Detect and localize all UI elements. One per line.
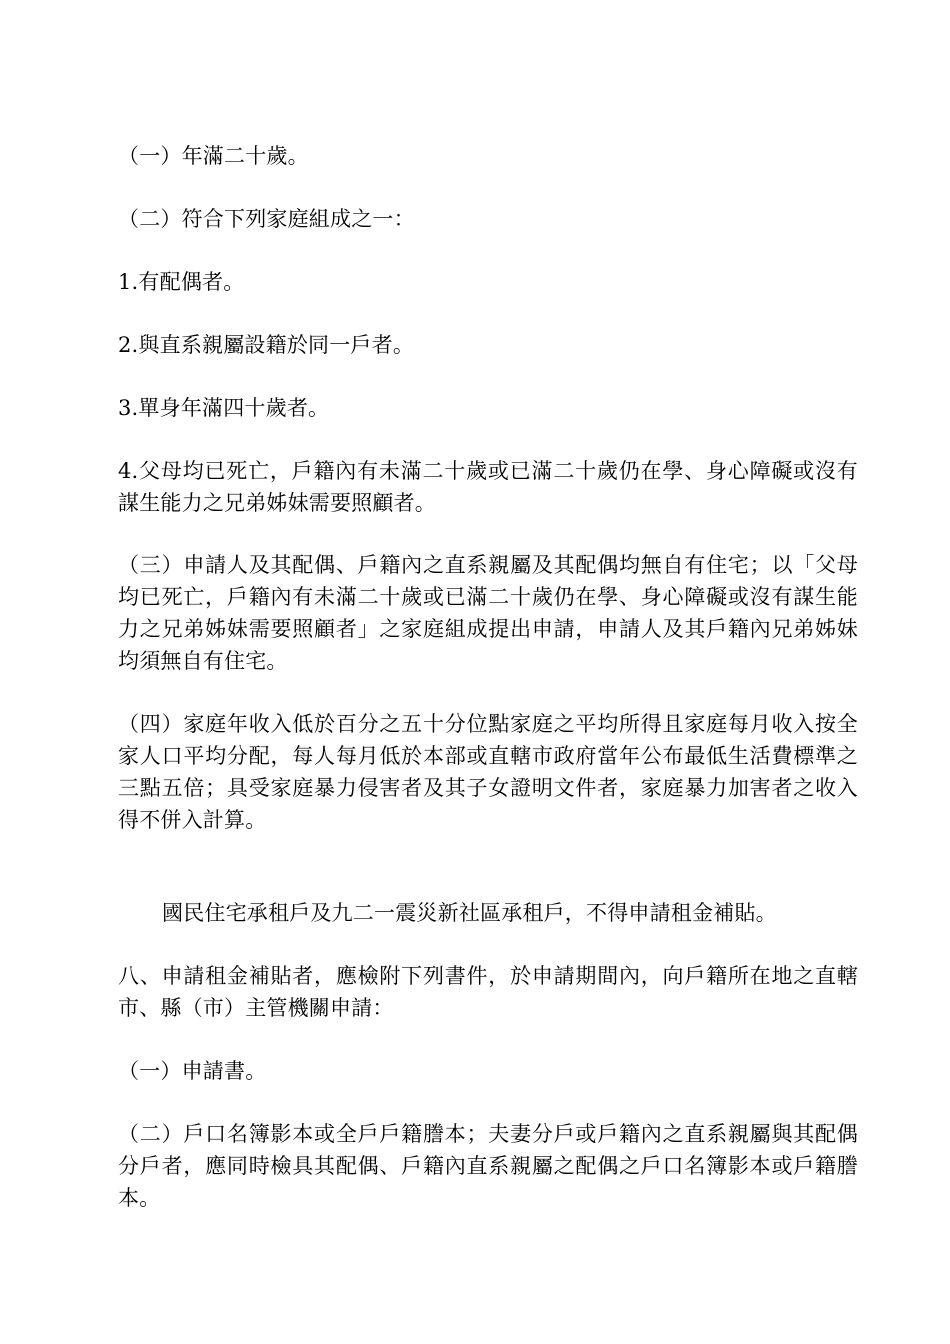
- paragraph-exclusion-note: 國民住宅承租戶及九二一震災新社區承租戶，不得申請租金補貼。: [162, 901, 777, 925]
- paragraph-item-2: （二）符合下列家庭組成之一：: [118, 207, 415, 231]
- paragraph-sub-4: 4.父母均已死亡，戶籍內有未滿二十歲或已滿二十歲仍在學、身心障礙或沒有謀生能力之兄弟姊妹需要照顧者。: [118, 459, 858, 515]
- paragraph-section-8-item-2: （二）戶口名簿影本或全戶戶籍謄本；夫妻分戶或戶籍內之直系親屬與其配偶分戶者，應同時檢具其配偶、戶籍內直系親屬之配偶之戶口名簿影本或戶籍謄本。: [118, 1122, 858, 1210]
- paragraph-item-4: （四）家庭年收入低於百分之五十分位點家庭之平均所得且家庭每月收入按全家人口平均分配，每人每月低於本部或直轄市政府當年公布最低生活費標準之三點五倍；具受家庭暴力侵害者及其子女證明文件者，家庭暴力加害者之收入得不併入計算。: [118, 712, 858, 832]
- paragraph-section-8-item-1: （一）申請書。: [118, 1059, 267, 1083]
- paragraph-sub-1: 1.有配偶者。: [118, 270, 245, 294]
- paragraph-sub-3: 3.單身年滿四十歲者。: [118, 396, 330, 420]
- paragraph-item-3: （三）申請人及其配偶、戶籍內之直系親屬及其配偶均無自有住宅；以「父母均已死亡，戶籍內有未滿二十歲或已滿二十歲仍在學、身心障礙或沒有謀生能力之兄弟姊妹需要照顧者」之家庭組成提出申請，申請人及其戶籍內兄弟姊妹均須無自有住宅。: [118, 553, 858, 673]
- paragraph-sub-2: 2.與直系親屬設籍於同一戶者。: [118, 333, 415, 357]
- paragraph-item-1: （一）年滿二十歲。: [118, 144, 309, 168]
- paragraph-section-8: 八、申請租金補貼者，應檢附下列書件，於申請期間內，向戶籍所在地之直轄市、縣（市）主管機關申請：: [118, 964, 858, 1020]
